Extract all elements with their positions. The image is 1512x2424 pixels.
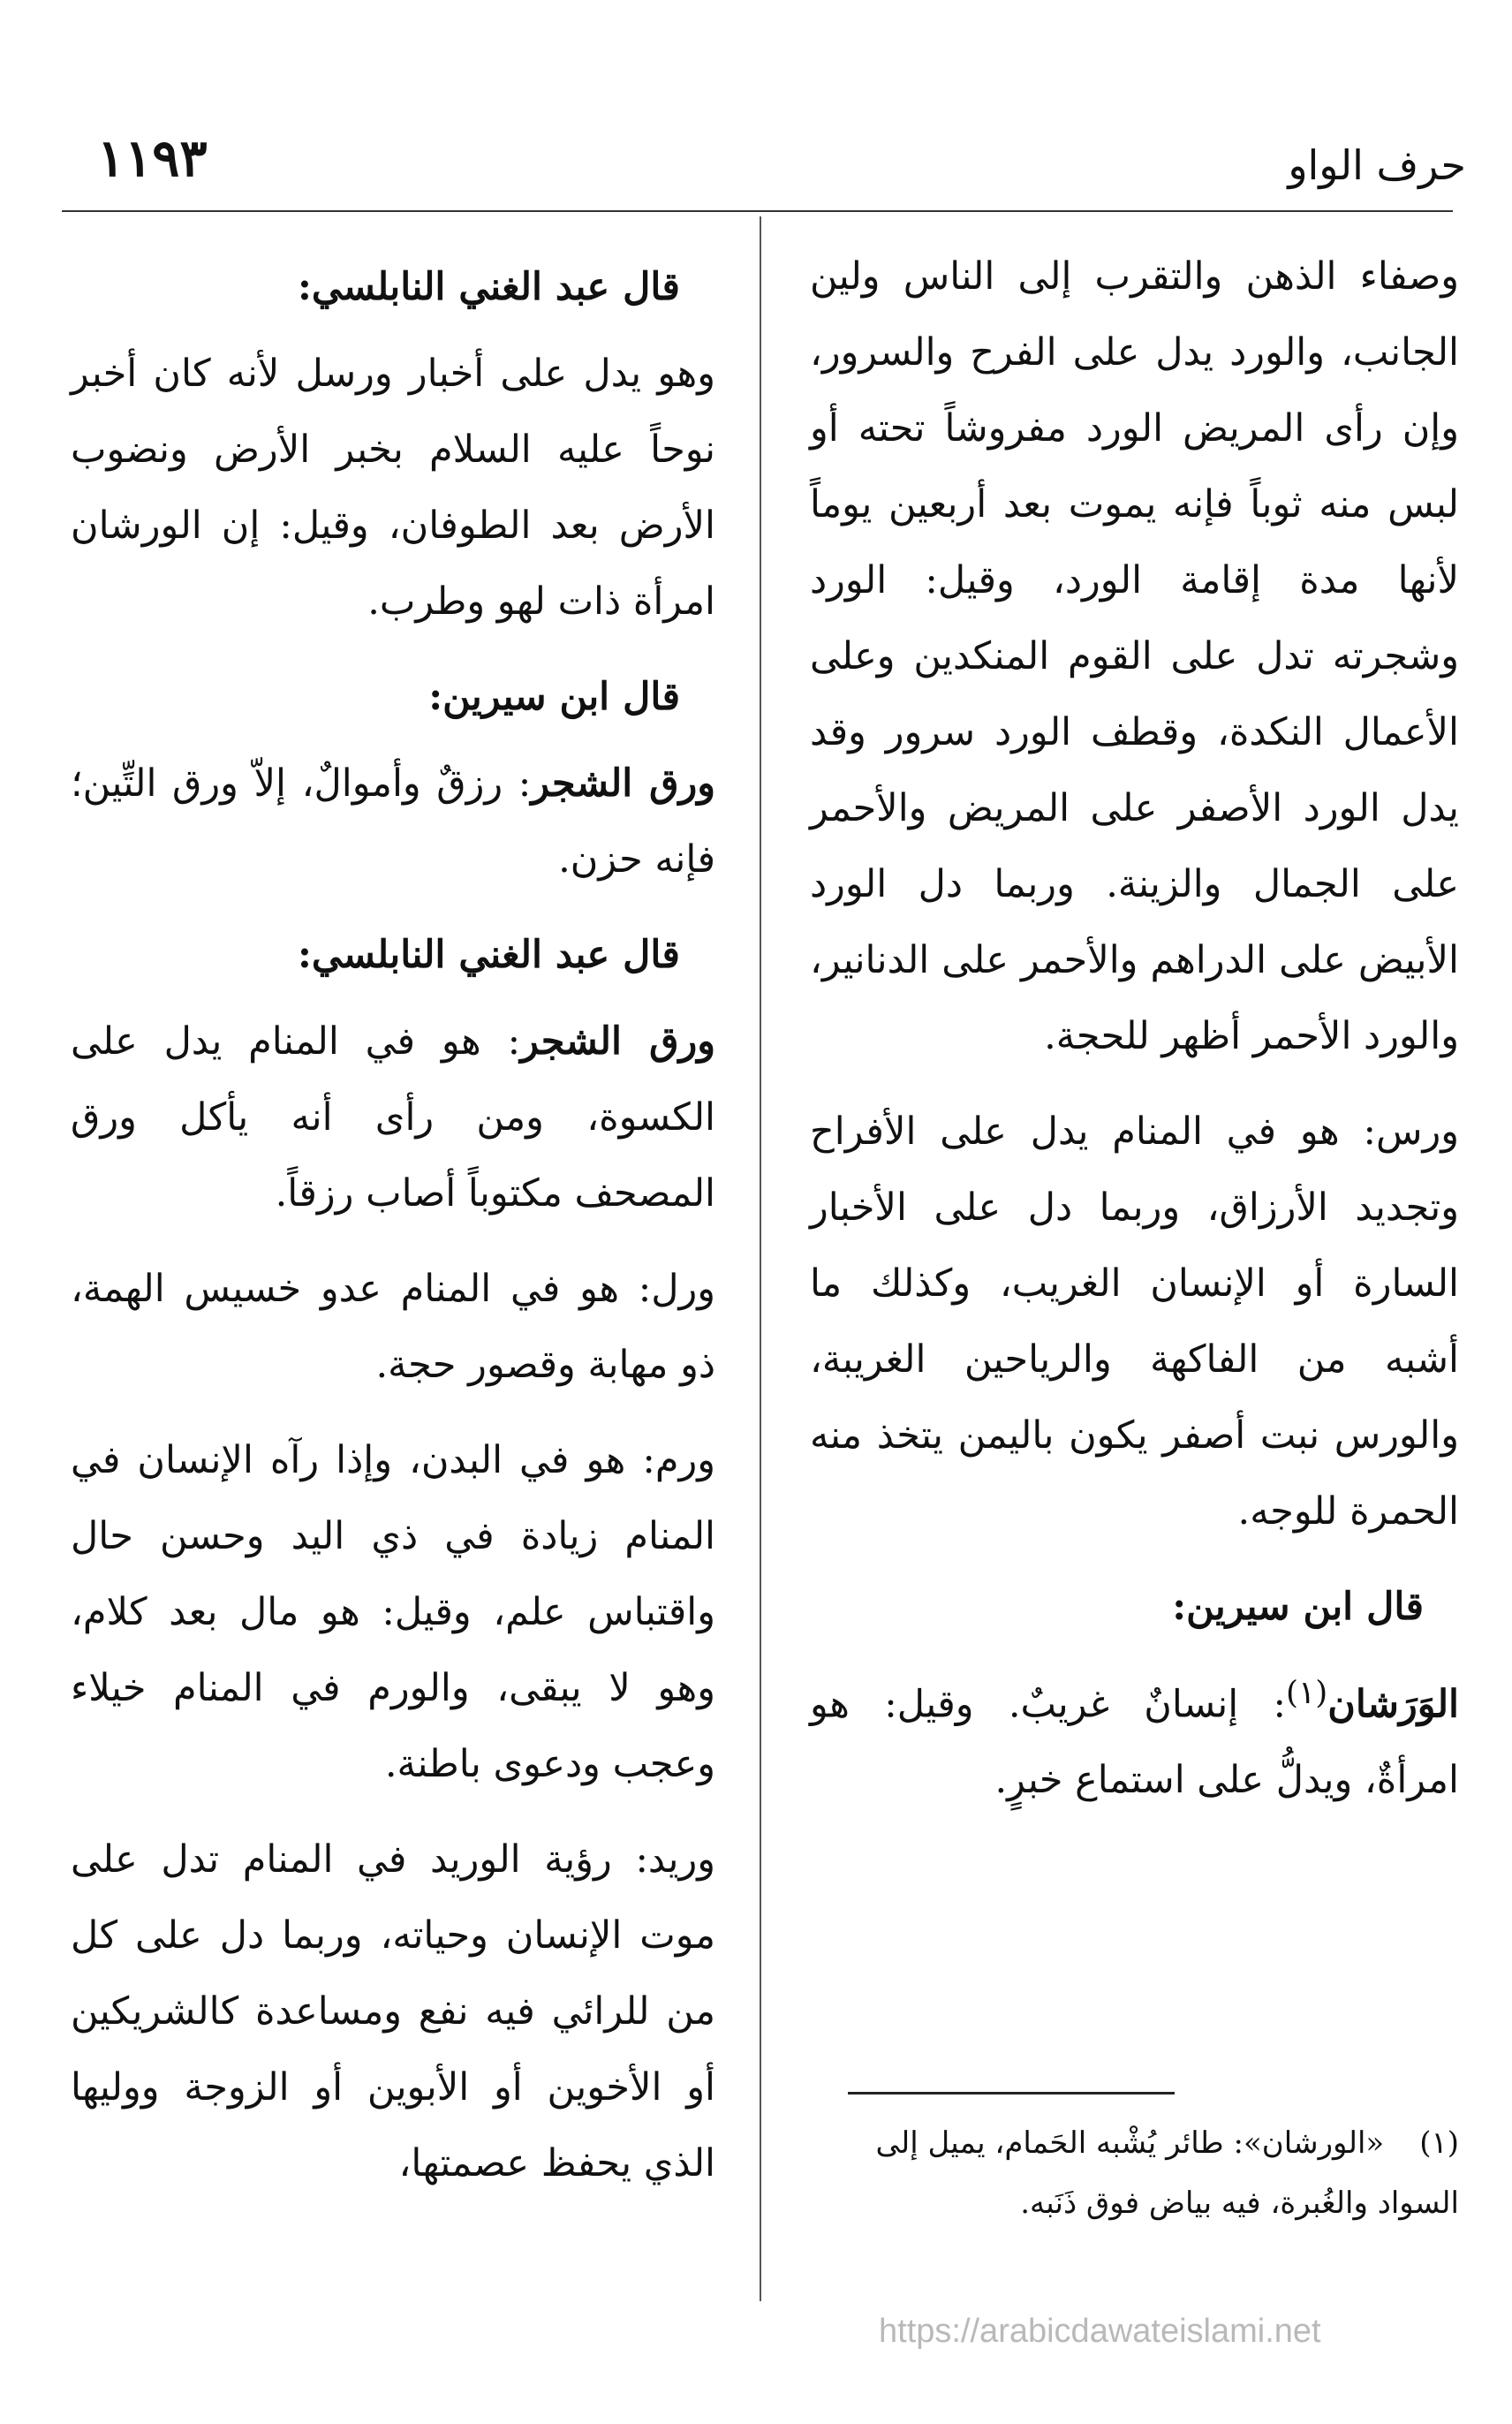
entry-term: ورق الشجر [531,761,715,806]
entry-text: : إنسانٌ غريبٌ. وقيل: هو امرأةٌ، ويدلُّ على استماع خبرٍ. [810,1682,1459,1803]
page-number: ١١٩٣ [97,128,208,188]
entry-waram: ورم: هو في البدن، وإذا رآه الإنسان في المنام زيادة في ذي اليد وحسن حال واقتباس علم، وقيل: هو مال بعد كلام، وهو لا يبقى، والورم في المنام خيلاء وعجب ودعوى باطنة. [71,1438,715,1786]
entry-wars: ورس: هو في المنام يدل على الأفراح وتجديد الأرزاق، وربما دل على الأخبار السارة أو الإنسان الغريب، وكذلك ما أشبه من الفاكهة والرياحين الغريبة، والورس نبت أصفر يكون باليمن يتخذ منه الحمرة للوجه. [810,1110,1459,1534]
footnote-rule [848,2092,1175,2094]
entry-waraq-nabulsi [71,1004,715,1231]
right-column [810,239,1459,1837]
heading-nabulsi: قال عبد الغني النابلسي: [297,265,680,309]
heading-nabulsi: قال عبد الغني النابلسي: [297,933,680,977]
heading-ibn-sirin: قال ابن سيرين: [1172,1585,1424,1629]
column-divider [760,216,761,2301]
left-column [71,249,715,2221]
entry-term: الوَرَشان [1327,1682,1459,1727]
entry-text: : رزقٌ وأموالٌ، إلاّ ورق التِّين؛ فإنه حزن. [71,761,715,882]
running-title: حرف الواو [1288,141,1466,189]
footnote-text: «الورشان»: طائر يُشْبه الحَمام، يميل إلى السواد والغُبرة، فيه بياض فوق ذَنَبه. [875,2125,1459,2221]
footnote-number: (١) [1419,2125,1459,2161]
footnote-marker: (١) [1286,1675,1328,1711]
entry-warashan-nabulsi: وهو يدل على أخبار ورسل لأنه كان أخبر نوحاً عليه السلام بخبر الأرض ونضوب الأرض بعد الطوفان، وقيل: إن الورشان امرأة ذات لهو وطرب. [71,352,715,624]
watermark-url: https://arabicdawateislami.net [879,2313,1321,2350]
entry-text: : هو في المنام يدل على الكسوة، ومن رأى أنه يأكل ورق المصحف مكتوباً أصاب رزقاً. [71,1019,715,1216]
footnote [810,2113,1459,2233]
entry-waral: ورل: هو في المنام عدو خسيس الهمة، ذو مهابة وقصور حجة. [71,1267,715,1387]
entry-warid: وريد: رؤية الوريد في المنام تدل على موت الإنسان وحياته، وربما دل على كل من للرائي فيه نفع ومساعدة كالشريكين أو الأخوين أو الأبوين أو الزوجة ووليها الذي يحفظ عصمتها، [71,1837,715,2185]
header-rule [62,210,1453,212]
entry-warashan [810,1655,1459,1818]
entry-term: ورق الشجر [520,1019,715,1064]
entry-ward-continued: وصفاء الذهن والتقرب إلى الناس ولين الجانب، والورد يدل على الفرح والسرور، وإن رأى المريض الورد مفروشاً تحته أو لبس منه ثوباً فإنه يموت بعد أربعين يوماً لأنها مدة إقامة الورد، وقيل: الورد وشجرته تدل على القوم المنكدين وعلى الأعمال النكدة، وقطف الورد سرور وقد يدل الورد الأصفر على المريض والأحمر على الجمال والزينة. وربما دل الورد الأبيض على الدراهم والأحمر على الدنانير، والورد الأحمر أظهر للحجة. [810,254,1459,1058]
heading-ibn-sirin: قال ابن سيرين: [428,675,680,719]
entry-waraq-ibn-sirin [71,746,715,898]
